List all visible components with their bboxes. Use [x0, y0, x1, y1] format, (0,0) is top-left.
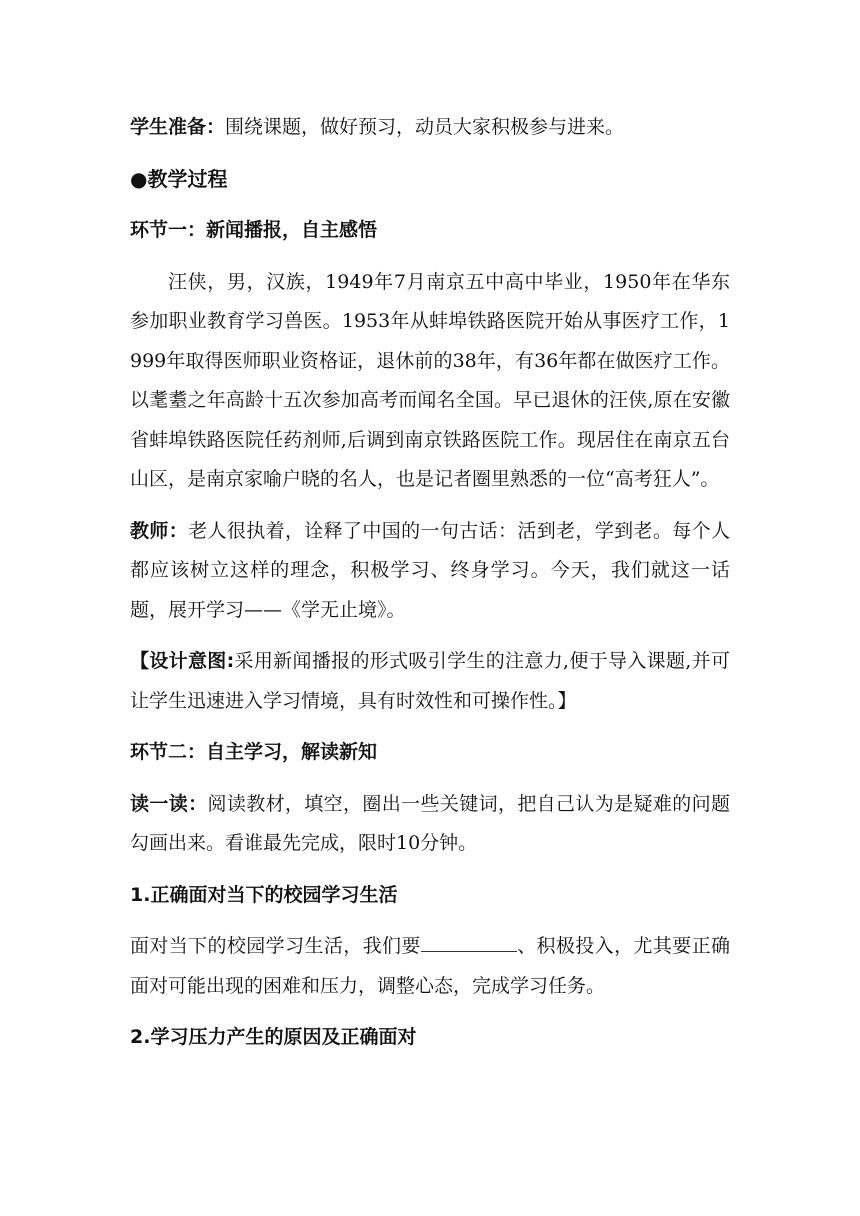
design-intent-label: 【设计意图:: [130, 650, 235, 672]
section2-heading: 环节二：自主学习，解读新知: [130, 741, 378, 763]
item1-paragraph: [130, 927, 730, 1006]
student-prep-text: 围绕课题，做好预习，动员大家积极参与进来。: [225, 116, 625, 138]
item1-text-before: 面对当下的校园学习生活，我们要: [130, 935, 421, 957]
fill-in-blank: [421, 929, 517, 952]
item2-title: 2.学习压力产生的原因及正确面对: [130, 1026, 417, 1048]
teacher-text: 老人很执着，诠释了中国的一句古话：活到老，学到老。每个人都应该树立这样的理念，积极学习、终身学习。今天，我们就这一话题，展开学习——《学无止境》。: [130, 519, 730, 621]
section1-heading: 环节一：新闻播报，自主感悟: [130, 219, 378, 241]
teacher-paragraph: [130, 512, 730, 631]
design-intent-paragraph: [130, 642, 730, 721]
teacher-label: 教师：: [130, 519, 189, 542]
read-label: 读一读：: [130, 792, 208, 815]
student-prep-label: 学生准备：: [130, 116, 226, 138]
student-prep-paragraph: [130, 108, 730, 148]
item1-title: 1.正确面对当下的校园学习生活: [130, 883, 398, 906]
read-paragraph: [130, 785, 730, 864]
read-text: 阅读教材，填空，圈出一些关键词，把自己认为是疑难的问题勾画出来。看谁最先完成，限时10分钟。: [130, 792, 730, 854]
teaching-process-heading: ●教学过程: [130, 166, 228, 191]
design-intent-text: 采用新闻播报的形式吸引学生的注意力,便于导入课题,并可让学生迅速进入学习情境，具有时效性和可操作性。】: [130, 650, 730, 712]
item1-text-after: 、积极投入，尤其要正确面对可能出现的困难和压力，调整心态，完成学习任务。: [130, 935, 730, 997]
news-paragraph: 汪侠，男，汉族，1949年7月南京五中高中毕业，1950年在华东参加职业教育学习兽医。1953年从蚌埠铁路医院开始从事医疗工作，1999年取得医师职业资格证，退休前的38年，有36年都在做医疗工作。以耄耋之年高龄十五次参加高考而闻名全国。早已退休的汪侠,原在安徽省蚌埠铁路医院任药剂师,后调到南京铁路医院工作。现居住在南京五台山区，是南京家喻户晓的名人，也是记者圈里熟悉的一位“高考狂人”。: [130, 270, 730, 490]
